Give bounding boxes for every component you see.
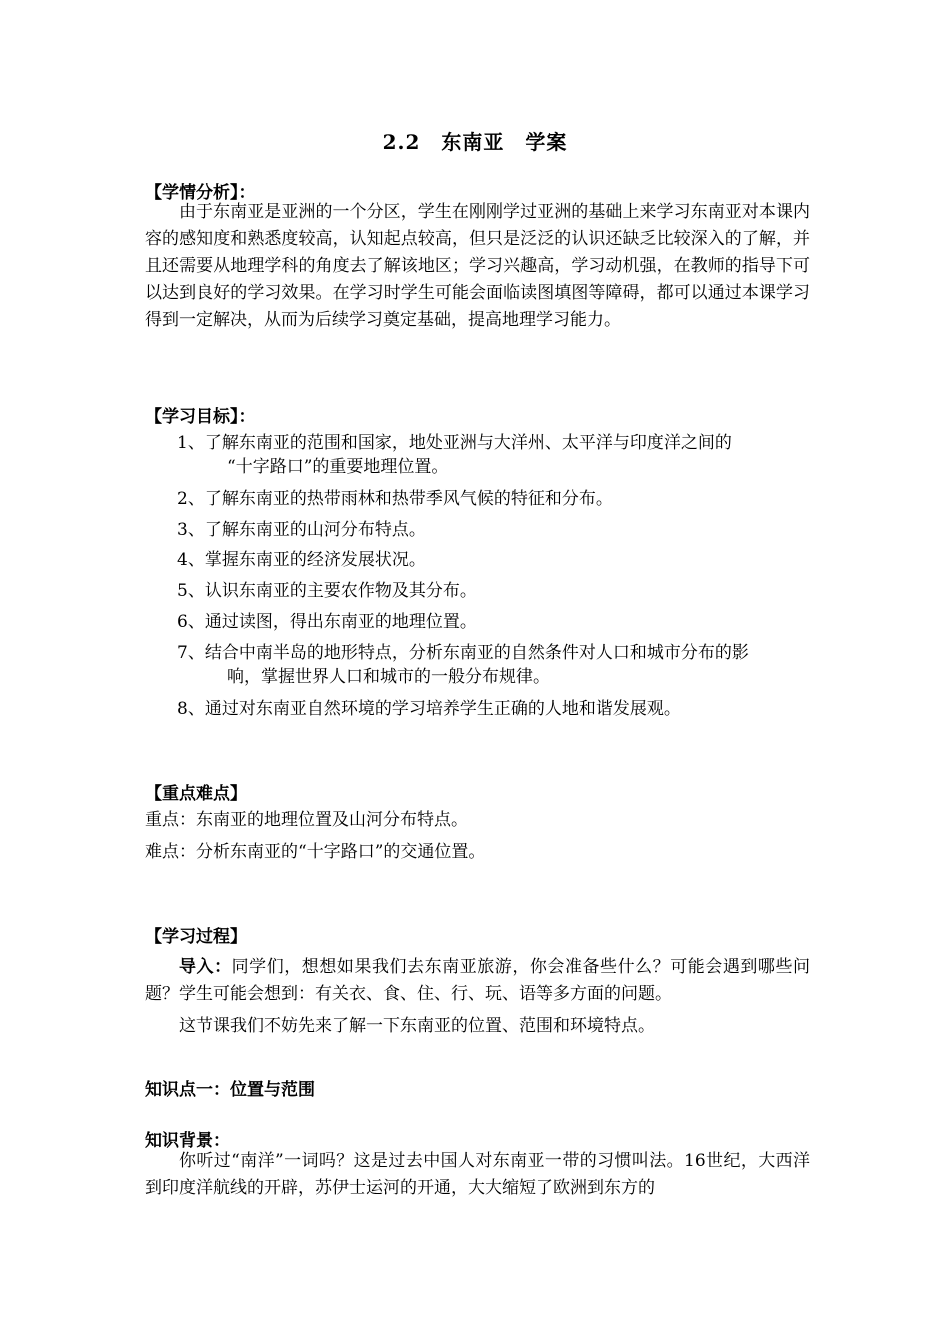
goal-item-1 xyxy=(177,431,811,479)
key-point: 重点：东南亚的地理位置及山河分布特点。 xyxy=(145,810,468,830)
goal-text: 4、掌握东南亚的经济发展状况。 xyxy=(177,550,426,570)
goal-text: 1、了解东南亚的范围和国家，地处亚洲与大洋州、太平洋与印度洋之间的 xyxy=(177,433,732,453)
knowledge-one-heading: 知识点一：位置与范围 xyxy=(145,1080,315,1100)
background-paragraph: 你听过“南洋”一词吗？这是过去中国人对东南亚一带的习惯叫法。16世纪，大西洋到印度洋航线的开辟，苏伊士运河的开通，大大缩短了欧洲到东方的 xyxy=(145,1151,810,1198)
difficult-point: 难点：分析东南亚的“十字路口”的交通位置。 xyxy=(145,842,486,862)
goals-heading: 【学习目标】： xyxy=(145,407,256,427)
intro-paragraph xyxy=(145,954,810,1008)
analysis-paragraph: 由于东南亚是亚洲的一个分区，学生在刚刚学过亚洲的基础上来学习东南亚对本课内容的感知度和熟悉度较高，认知起点较高，但只是泛泛的认识还缺乏比较深入的了解，并且还需要从地理学科的角度去了解该地区；学习兴趣高，学习动机强，在教师的指导下可以达到良好的学习效果。在学习时学生可能会面临读图填图等障碍，都可以通过本课学习得到一定解决，从而为后续学习奠定基础，提高地理学习能力。 xyxy=(145,202,810,330)
intro-next-paragraph: 这节课我们不妨先来了解一下东南亚的位置、范围和环境特点。 xyxy=(179,1016,655,1036)
goal-text: 3、了解东南亚的山河分布特点。 xyxy=(177,520,426,540)
goal-item-4 xyxy=(177,548,811,572)
goal-item-8 xyxy=(177,697,811,721)
goal-text: 6、通过读图，得出东南亚的地理位置。 xyxy=(177,612,477,632)
goal-item-2 xyxy=(177,487,811,511)
background-heading: 知识背景： xyxy=(145,1131,230,1151)
intro-label: 导入： xyxy=(179,957,232,977)
goal-text: 5、认识东南亚的主要农作物及其分布。 xyxy=(177,581,477,601)
goal-item-7 xyxy=(177,641,811,689)
keypoints-heading: 【重点难点】 xyxy=(145,784,247,804)
goal-text: 8、通过对东南亚自然环境的学习培养学生正确的人地和谐发展观。 xyxy=(177,699,681,719)
goal-continuation: 响，掌握世界人口和城市的一般分布规律。 xyxy=(227,667,550,687)
process-heading: 【学习过程】 xyxy=(145,927,247,947)
analysis-heading: 【学情分析】： xyxy=(145,183,256,203)
goal-text: 7、结合中南半岛的地形特点，分析东南亚的自然条件对人口和城市分布的影 xyxy=(177,643,749,663)
goal-text: 2、了解东南亚的热带雨林和热带季风气候的特征和分布。 xyxy=(177,489,613,509)
goal-continuation: “十字路口”的重要地理位置。 xyxy=(227,457,449,477)
goal-item-6 xyxy=(177,610,811,634)
goal-item-5 xyxy=(177,579,811,603)
intro-body: 同学们，想想如果我们去东南亚旅游，你会准备些什么？可能会遇到哪些问题？学生可能会想到：有关衣、食、住、行、玩、语等多方面的问题。 xyxy=(145,957,811,1004)
goal-item-3 xyxy=(177,518,811,542)
page-title: 2.2 东南亚 学案 xyxy=(382,130,568,154)
